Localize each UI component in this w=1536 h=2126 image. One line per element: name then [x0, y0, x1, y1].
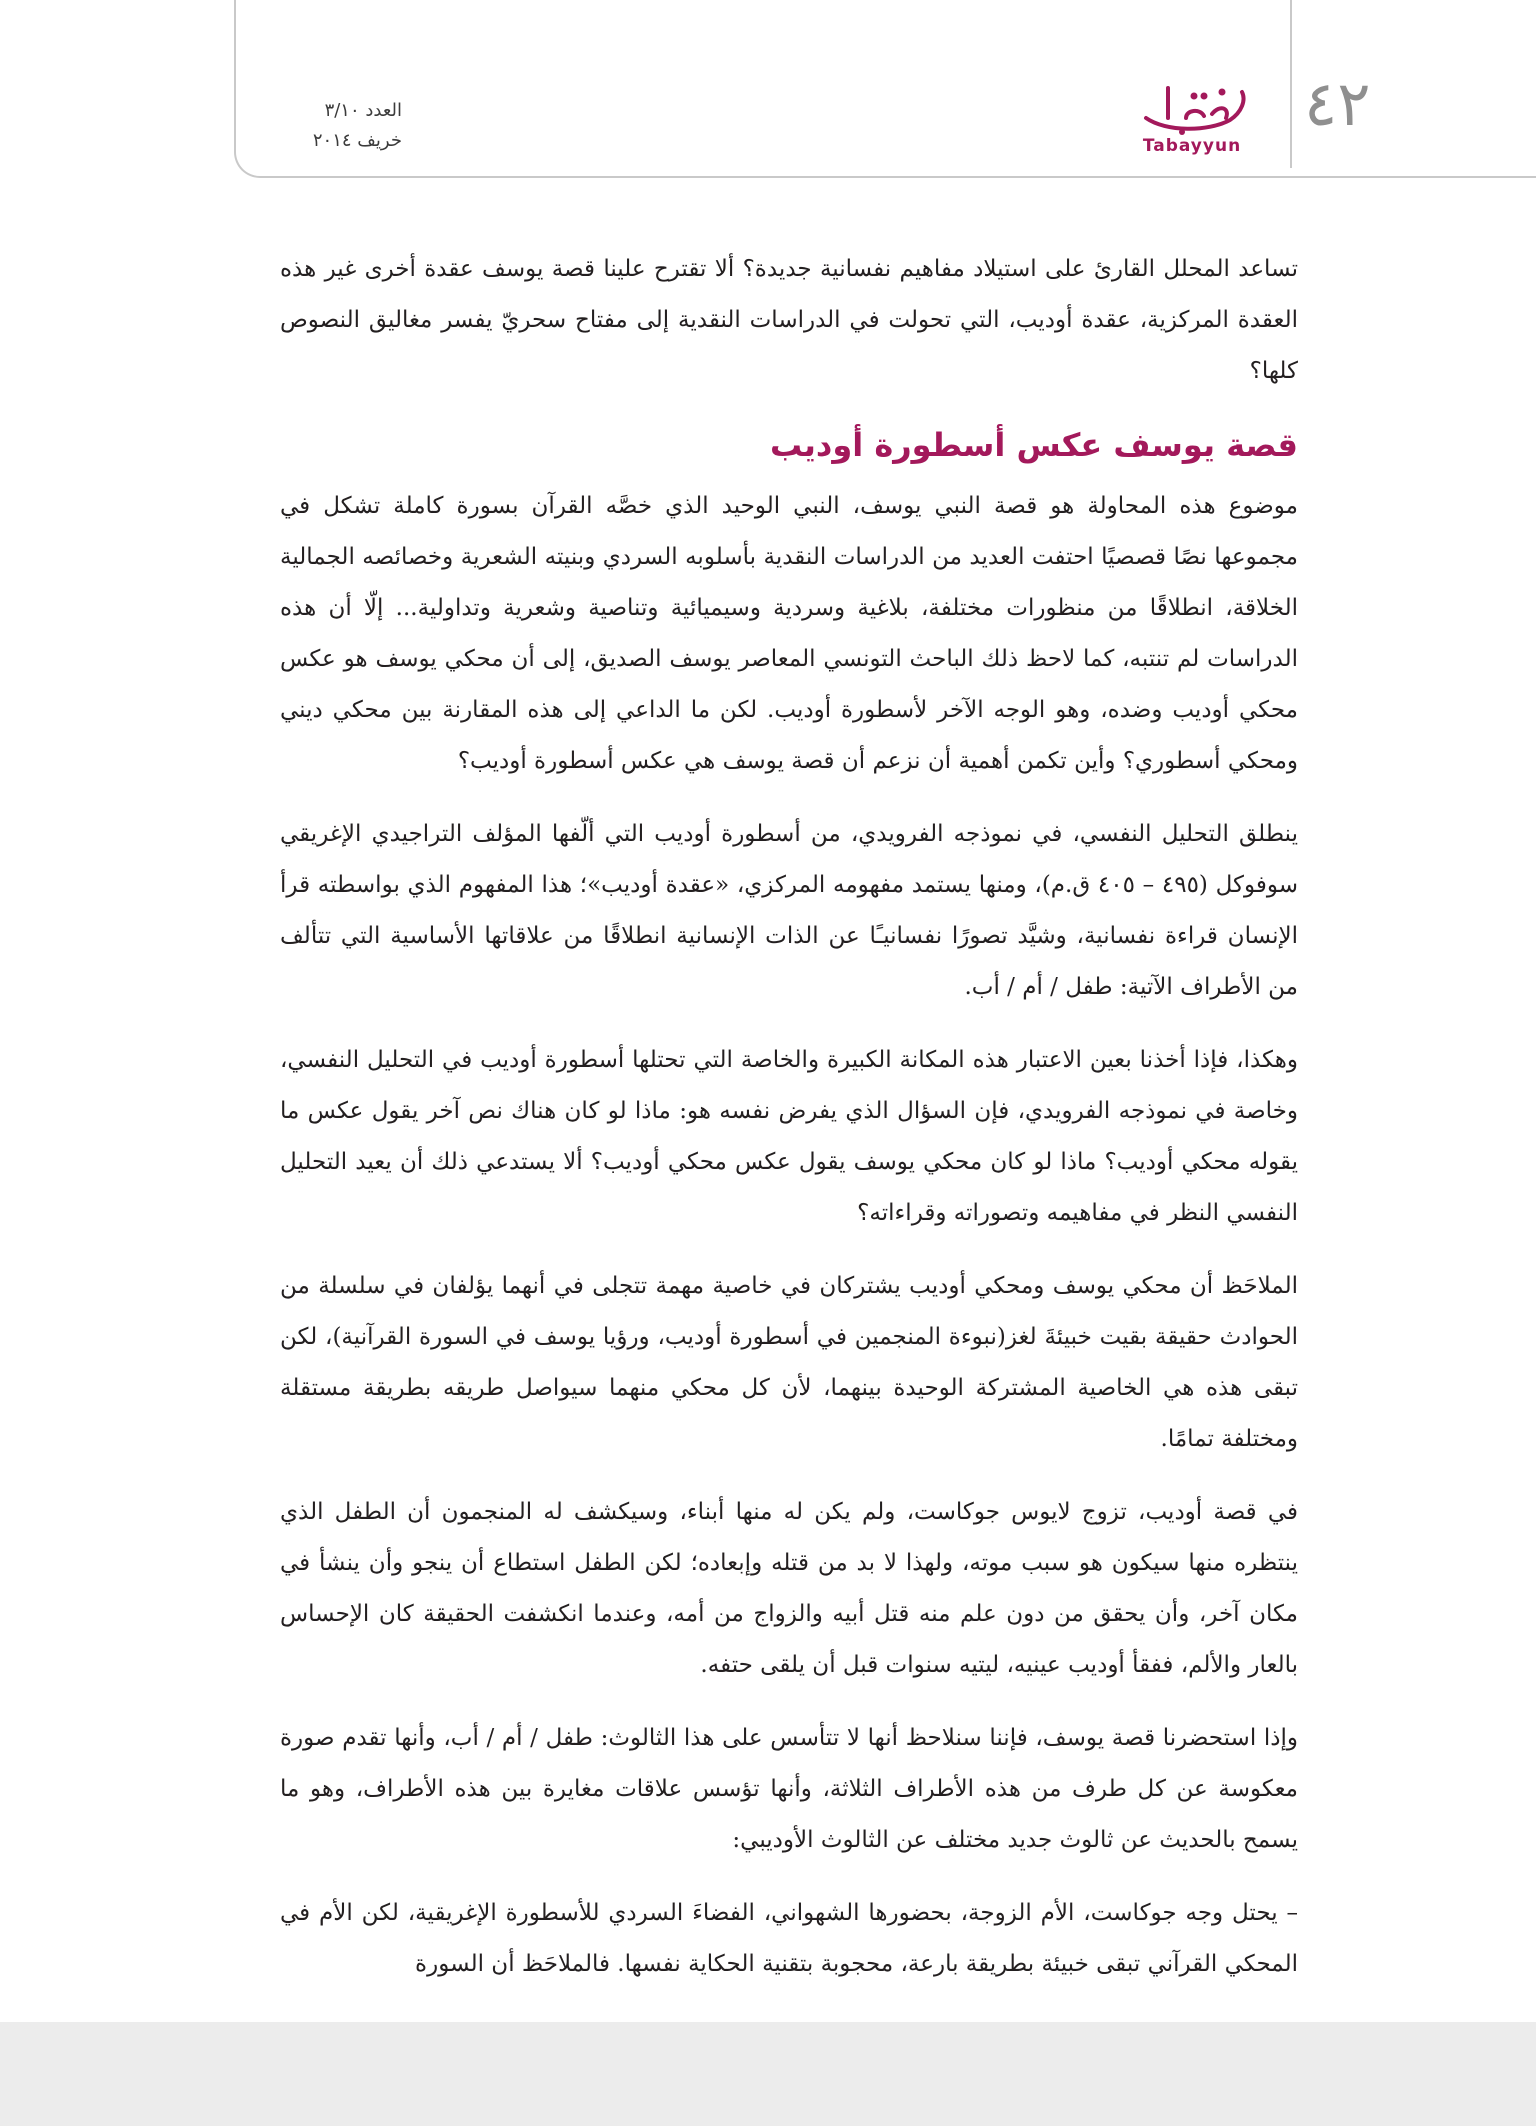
issue-info	[272, 96, 402, 156]
body-paragraph: الملاحَظ أن محكي يوسف ومحكي أوديب يشتركان في خاصية مهمة تتجلى في أنهما يؤلفان في سلسلة من الحوادث حقيقة بقيت خبيئةَ لغز(نبوءة المنجمين في أسطورة أوديب، ورؤيا يوسف في السورة القرآنية)، لكن تبقى هذه هي الخاصية المشتركة الوحيدة بينهما، لأن كل محكي منهما سيواصل طريقه بطريقة مستقلة ومختلفة تمامًا.	[280, 1273, 1298, 1452]
body-paragraph: وهكذا، فإذا أخذنا بعين الاعتبار هذه المكانة الكبيرة والخاصة التي تحتلها أسطورة أوديب في التحليل النفسي، وخاصة في نموذجه الفرويدي، فإن السؤال الذي يفرض نفسه هو: ماذا لو كان هناك نص آخر يقول عكس ما يقوله محكي أوديب؟ ماذا لو كان محكي يوسف يقول عكس محكي أوديب؟ ألا يستدعي ذلك أن يعيد التحليل النفسي النظر في مفاهيمه وتصوراته وقراءاته؟	[280, 1047, 1298, 1226]
issue-season: خريف ٢٠١٤	[312, 130, 402, 151]
body-paragraph: ينطلق التحليل النفسي، في نموذجه الفرويدي، من أسطورة أوديب التي ألّفها المؤلف التراجيدي الإغريقي سوفوكل (٤٩٥ – ٤٠٥ ق.م)، ومنها يستمد مفهومه المركزي، «عقدة أوديب»؛ هذا المفهوم الذي بواسطته قرأ الإنسان قراءة نفسانية، وشيَّد تصورًا نفسانيـًا عن الذات الإنسانية انطلاقًا من علاقاتها الأساسية التي تتألف من الأطراف الآتية: طفل / أم / أب.	[280, 821, 1298, 1000]
article-body	[280, 244, 1298, 2012]
body-paragraph: – يحتل وجه جوكاست، الأم الزوجة، بحضورها الشهواني، الفضاءَ السردي للأسطورة الإغريقية، لكن الأم في المحكي القرآني تبقى خبيئة بطريقة بارعة، محجوبة بتقنية الحكاية نفسها. فالملاحَظ أن السورة	[280, 1900, 1298, 1977]
section-heading: قصة يوسف عكس أسطورة أوديب	[770, 426, 1298, 464]
logo-calligraphy-icon	[1138, 74, 1258, 136]
body-paragraph: وإذا استحضرنا قصة يوسف، فإننا سنلاحظ أنها لا تتأسس على هذا الثالوث: طفل / أم / أب، وأنها تقدم صورة معكوسة عن كل طرف من هذه الأطراف الثلاثة، وأنها تؤسس علاقات مغايرة بين هذه الأطراف، وهو ما يسمح بالحديث عن ثالوث جديد مختلف عن الثالوث الأوديبي:	[280, 1725, 1298, 1853]
footer-band	[0, 2022, 1536, 2126]
header-divider	[1290, 0, 1292, 168]
intro-paragraph: تساعد المحلل القارئ على استيلاد مفاهيم نفسانية جديدة؟ ألا تقترح علينا قصة يوسف عقدة أخرى غير هذه العقدة المركزية، عقدة أوديب، التي تحولت في الدراسات النقدية إلى مفتاح سحريّ يفسر مغاليق النصوص كلها؟	[280, 256, 1298, 384]
issue-number: العدد ٣/١٠	[324, 100, 402, 121]
page-number: ٤٢	[1304, 67, 1371, 140]
logo-wordmark: Tabayyun	[1142, 136, 1242, 156]
body-paragraph: في قصة أوديب، تزوج لايوس جوكاست، ولم يكن له منها أبناء، وسيكشف له المنجمون أن الطفل الذي ينتظره منها سيكون هو سبب موته، ولهذا لا بد من قتله وإبعاده؛ لكن الطفل استطاع أن ينجو وأن ينشأ في مكان آخر، وأن يحقق من دون علم منه قتل أبيه والزواج من أمه، وعندما انكشفت الحقيقة كان الإحساس بالعار والألم، ففقأ أوديب عينيه، ليتيه سنوات قبل أن يلقى حتفه.	[280, 1499, 1298, 1678]
tabayyun-logo	[1118, 74, 1266, 168]
body-paragraph: موضوع هذه المحاولة هو قصة النبي يوسف، النبي الوحيد الذي خصَّه القرآن بسورة كاملة تشكل في مجموعها نصًا قصصيًا احتفت العديد من الدراسات النقدية بأسلوبه السردي وبنيته الشعرية وخصائصه الجمالية الخلاقة، انطلاقًا من منظورات مختلفة، بلاغية وسردية وسيميائية وتناصية وشعرية وتداولية... إلّا أن هذه الدراسات لم تنتبه، كما لاحظ ذلك الباحث التونسي المعاصر يوسف الصديق، إلى أن محكي يوسف هو عكس محكي أوديب وضده، وهو الوجه الآخر لأسطورة أوديب. لكن ما الداعي إلى هذه المقارنة بين محكي ديني ومحكي أسطوري؟ وأين تكمن أهمية أن نزعم أن قصة يوسف هي عكس أسطورة أوديب؟	[280, 493, 1298, 774]
